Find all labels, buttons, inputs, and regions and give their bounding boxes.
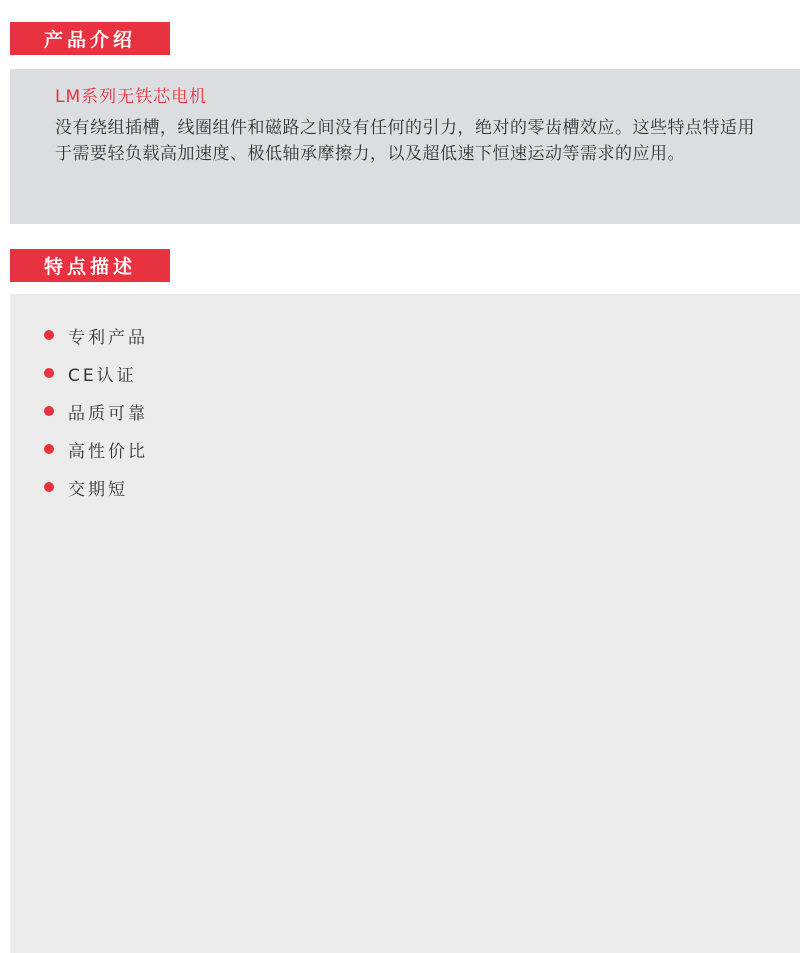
feature-label: 专利产品 <box>68 327 148 348</box>
intro-panel <box>10 69 800 224</box>
feature-label: 交期短 <box>68 479 128 500</box>
red-dot-icon <box>44 444 54 454</box>
feature-label: 高性价比 <box>68 441 148 462</box>
red-dot-icon <box>44 330 54 340</box>
feature-item-value <box>44 430 800 468</box>
feature-item-patent <box>44 316 800 354</box>
features-section-header <box>10 249 170 282</box>
intro-section-header <box>10 22 170 55</box>
red-dot-icon <box>44 368 54 378</box>
feature-item-delivery <box>44 468 800 506</box>
intro-header-label: 产品介绍 <box>44 29 137 51</box>
feature-label: 品质可靠 <box>68 403 148 424</box>
red-dot-icon <box>44 482 54 492</box>
feature-item-ce <box>44 354 800 392</box>
features-header-label: 特点描述 <box>44 256 137 278</box>
feature-item-quality <box>44 392 800 430</box>
product-title: LM系列无铁芯电机 <box>55 87 208 107</box>
features-panel <box>10 294 800 953</box>
feature-label: CE认证 <box>68 365 137 386</box>
product-description: 没有绕组插槽，线圈组件和磁路之间没有任何的引力，绝对的零齿槽效应。这些特点特适用于需要轻负载高加速度、极低轴承摩擦力，以及超低速下恒速运动等需求的应用。 <box>55 118 755 164</box>
feature-list <box>44 316 800 506</box>
red-dot-icon <box>44 406 54 416</box>
